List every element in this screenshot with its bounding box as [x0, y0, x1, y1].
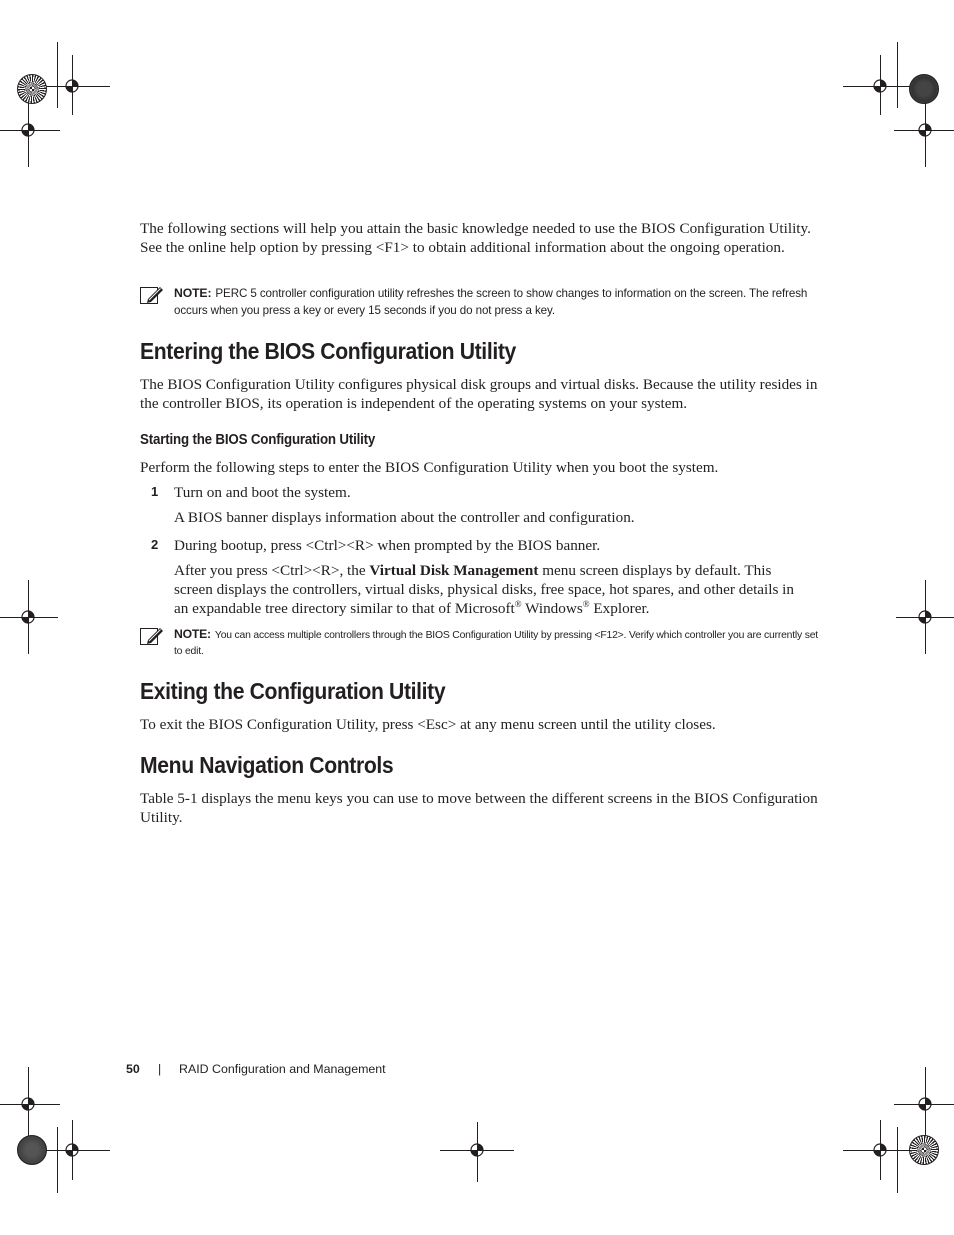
menu-name-virtual-disk-management: Virtual Disk Management: [369, 562, 539, 579]
menu-paragraph: Table 5-1 displays the menu keys you can use to move between the different screens in the BIOS Configuration Utility.: [140, 790, 818, 827]
exiting-paragraph: To exit the BIOS Configuration Utility, press <Esc> at any menu screen until the utility closes.: [140, 716, 716, 733]
registration-mark-icon: [17, 119, 39, 141]
color-target-icon: [17, 74, 47, 104]
step-text: Turn on and boot the system.: [174, 484, 351, 501]
entering-paragraph: The BIOS Configuration Utility configures physical disk groups and virtual disks. Because the utility resides in the controller BIOS, its operation is independent of the operating systems on your system.: [140, 376, 818, 413]
registration-mark-icon: [17, 1093, 39, 1115]
heading-entering-bios: Entering the BIOS Configuration Utility: [140, 338, 516, 364]
note-text: You can access multiple controllers through the BIOS Configuration Utility by pressing <F12>. Verify which controller you are currently set to edit.: [174, 630, 818, 657]
pencil-note-icon: [140, 626, 166, 646]
step-text: During bootup, press <Ctrl><R> when prompted by the BIOS banner.: [174, 537, 601, 554]
note-text: PERC 5 controller configuration utility refreshes the screen to show changes to information on the screen. The refresh occurs when you press a key or every 15 seconds if you do not press a key.: [174, 287, 808, 317]
step-detail: A BIOS banner displays information about the controller and configuration.: [174, 509, 635, 526]
registration-mark-icon: [914, 119, 936, 141]
registration-mark-icon: [914, 606, 936, 628]
registration-mark-icon: [869, 75, 891, 97]
note-label: NOTE:: [174, 286, 212, 300]
starting-paragraph: Perform the following steps to enter the BIOS Configuration Utility when you boot the system.: [140, 459, 719, 476]
heading-exiting: Exiting the Configuration Utility: [140, 678, 446, 704]
heading-menu-navigation: Menu Navigation Controls: [140, 752, 394, 778]
page-number: 50: [126, 1062, 140, 1076]
chapter-title: RAID Configuration and Management: [179, 1062, 386, 1076]
color-target-icon: [909, 74, 939, 104]
footer-separator: |: [158, 1062, 162, 1076]
step-detail: After you press <Ctrl><R>, the Virtual Disk Management menu screen displays by default. This screen displays the controllers, virtual disks, physical disks, free space, hot spares, and other details in an expandable tree directory similar to that of Microsoft® Windows® Explorer.: [174, 562, 794, 617]
registration-mark-icon: [17, 606, 39, 628]
intro-paragraph: The following sections will help you attain the basic knowledge needed to use the BIOS Configuration Utility. See the online help option by pressing <F1> to obtain additional information about the ongoing operation.: [140, 220, 811, 257]
step-number: 1: [151, 484, 159, 499]
registration-mark-icon: [466, 1139, 488, 1161]
registered-mark: ®: [582, 598, 590, 609]
registration-mark-icon: [61, 75, 83, 97]
registration-mark-icon: [61, 1139, 83, 1161]
note-label: NOTE:: [174, 627, 211, 641]
registration-mark-icon: [914, 1093, 936, 1115]
registered-mark: ®: [514, 598, 522, 609]
color-target-icon: [17, 1135, 47, 1165]
heading-starting-bios: Starting the BIOS Configuration Utility: [140, 432, 376, 448]
color-target-icon: [909, 1135, 939, 1165]
registration-mark-icon: [869, 1139, 891, 1161]
step-number: 2: [151, 537, 159, 552]
pencil-note-icon: [140, 285, 166, 305]
